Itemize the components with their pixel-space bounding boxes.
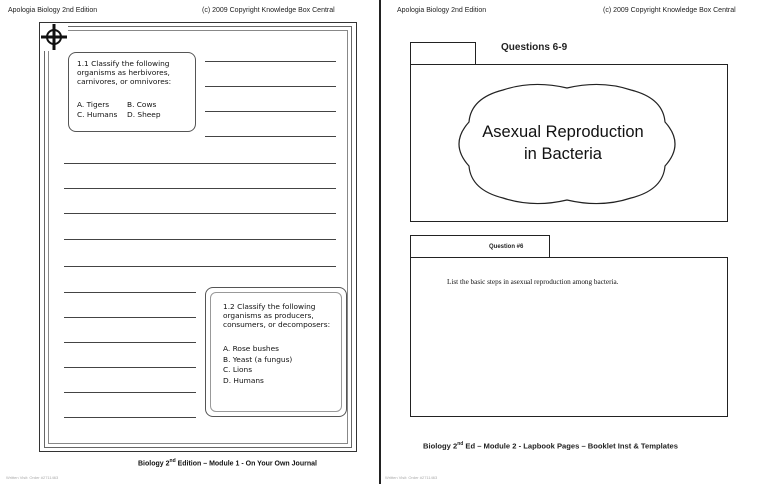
left-footer [138, 458, 317, 467]
left-header-title: Apologia Biology 2nd Edition [8, 7, 98, 14]
left-footer-pre: Biology 2 [138, 460, 170, 468]
top-flap-title: Questions 6-9 [501, 42, 568, 53]
right-footer-post: Ed – Module 2 - Lapbook Pages – Booklet Inst & Templates [463, 441, 678, 451]
right-footer [423, 441, 678, 451]
writing-line [205, 136, 336, 137]
q2-prompt-line-3: consumers, or decomposers: [223, 320, 331, 329]
q2-option-b: B. Yeast (a fungus) [223, 354, 293, 364]
q2-option-a: A. Rose bushes [223, 344, 280, 353]
writing-line [64, 188, 336, 189]
q2-option-c: C. Lions [223, 365, 253, 374]
writing-line [205, 61, 336, 62]
writing-line [205, 111, 336, 112]
writing-line [64, 392, 196, 393]
question-box-1-2 [205, 287, 347, 417]
writing-line [64, 317, 196, 318]
right-page [381, 0, 768, 484]
q1-prompt-line-2: organisms as herbivores, [77, 68, 170, 77]
writing-line [64, 342, 196, 343]
writing-line [64, 292, 196, 293]
question-6-label: Question #6 [489, 244, 524, 250]
cloud-text-line-2: in Bacteria [524, 145, 602, 163]
writing-line [64, 367, 196, 368]
right-footer-pre: Biology 2 [423, 441, 458, 451]
q1-prompt-line-1: 1.1 Classify the following [77, 59, 170, 68]
writing-line [64, 213, 336, 214]
question-box-1-1 [68, 52, 196, 132]
writing-line [205, 86, 336, 87]
writing-line [64, 239, 336, 240]
writing-line [64, 163, 336, 164]
q1-option-d: D. Sheep [127, 110, 161, 119]
cross-ornament-icon [40, 23, 68, 51]
left-page [0, 0, 379, 484]
right-header-copyright: (c) 2009 Copyright Knowledge Box Central [603, 7, 736, 14]
right-footer-sup: nd [457, 441, 464, 447]
cloud-text-line-1: Asexual Reproduction [482, 123, 644, 141]
top-flap-tab [410, 42, 476, 66]
q2-option-d: D. Humans [223, 375, 264, 385]
cloud-text [473, 121, 653, 165]
left-footer-post: Edition – Module 1 - On Your Own Journal [175, 460, 317, 468]
question-6-tab [410, 235, 550, 259]
right-faint-watermark: Written Visit: Order #2711463 [385, 475, 438, 480]
question-6-prompt: List the basic steps in asexual reproduction among bacteria. [447, 278, 619, 286]
q1-option-a: A. Tigers [77, 100, 110, 109]
q1-prompt-line-3: carnivores, or omnivores: [77, 77, 172, 86]
q1-option-c: C. Humans [77, 110, 118, 119]
q1-option-b: B. Cows [127, 100, 157, 109]
q2-prompt-line-2: organisms as producers, [223, 311, 314, 320]
right-header-title: Apologia Biology 2nd Edition [397, 7, 487, 14]
q2-prompt-line-1: 1.2 Classify the following [223, 302, 316, 311]
left-header-copyright: (c) 2009 Copyright Knowledge Box Central [202, 7, 335, 14]
left-faint-watermark: Written Visit: Order #2711463 [6, 475, 59, 480]
writing-line [64, 417, 196, 418]
writing-line [64, 266, 336, 267]
left-footer-sup: nd [169, 458, 176, 464]
